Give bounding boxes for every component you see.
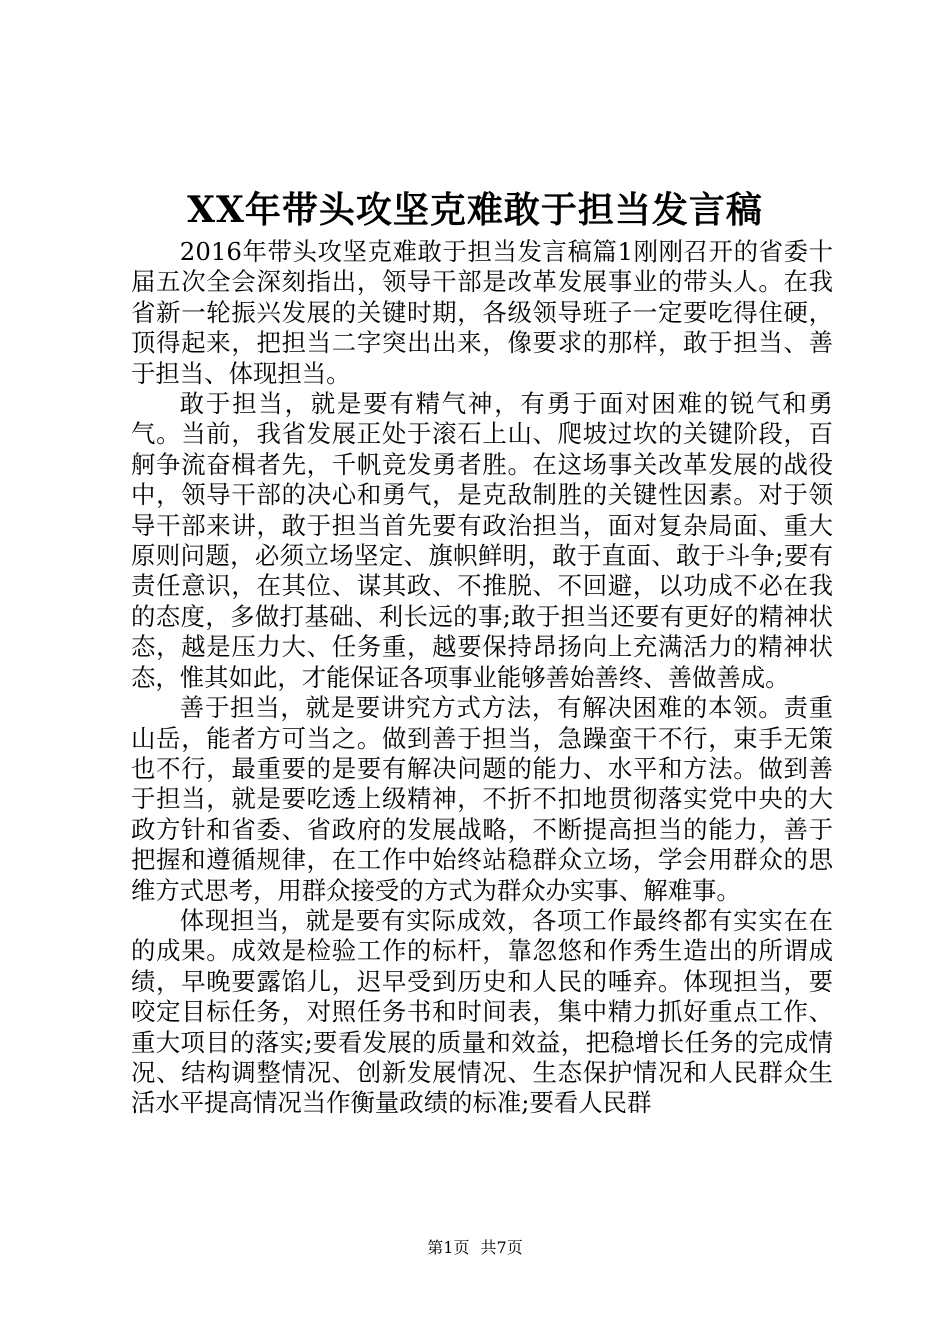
page-number-total: 共7页 <box>480 1238 523 1257</box>
paragraph-2: 敢于担当，就是要有精气神，有勇于面对困难的锐气和勇气。当前，我省发展正处于滚石上山、爬坡过坎的关键阶段，百舸争流奋楫者先，千帆竞发勇者胜。在这场事关改革发展的战役中，领导干部的决心和勇气，是克敌制胜的关键性因素。对于领导干部来讲，敢于担当首先要有政治担当，面对复杂局面、重大原则问题，必须立场坚定、旗帜鲜明，敢于直面、敢于斗争;要有责任意识，在其位、谋其政、不推脱、不回避，以功成不必在我的态度，多做打基础、利长远的事;敢于担当还要有更好的精神状态，越是压力大、任务重，越要保持昂扬向上充满活力的精神状态，惟其如此，才能保证各项事业能够善始善终、善做善成。 <box>131 389 833 692</box>
paragraph-1: 2016年带头攻坚克难敢于担当发言稿篇1刚刚召开的省委十届五次全会深刻指出，领导干部是改革发展事业的带头人。在我省新一轮振兴发展的关键时期，各级领导班子一定要吃得住硬，顶得起来，把担当二字突出出来，像要求的那样，敢于担当、善于担当、体现担当。 <box>131 237 833 388</box>
document-body <box>131 237 833 1119</box>
page-footer <box>0 1236 950 1260</box>
paragraph-3: 善于担当，就是要讲究方式方法，有解决困难的本领。责重山岳，能者方可当之。做到善于担当，急躁蛮干不行，束手无策也不行，最重要的是要有解决问题的能力、水平和方法。做到善于担当，就是要吃透上级精神，不折不扣地贯彻落实党中央的大政方针和省委、省政府的发展战略，不断提高担当的能力，善于把握和遵循规律，在工作中始终站稳群众立场，学会用群众的思维方式思考，用群众接受的方式为群众办实事、解难事。 <box>131 693 833 905</box>
document-title: XX年带头攻坚克难敢于担当发言稿 <box>187 189 763 231</box>
page-number-current: 第1页 <box>427 1238 470 1257</box>
paragraph-4: 体现担当，就是要有实际成效，各项工作最终都有实实在在的成果。成效是检验工作的标杆，靠忽悠和作秀生造出的所谓成绩，早晚要露馅儿，迟早受到历史和人民的唾弃。体现担当，要咬定目标任务，对照任务书和时间表，集中精力抓好重点工作、重大项目的落实;要看发展的质量和效益，把稳增长任务的完成情况、结构调整情况、创新发展情况、生态保护情况和人民群众生活水平提高情况当作衡量政绩的标准;要看人民群 <box>131 905 833 1118</box>
